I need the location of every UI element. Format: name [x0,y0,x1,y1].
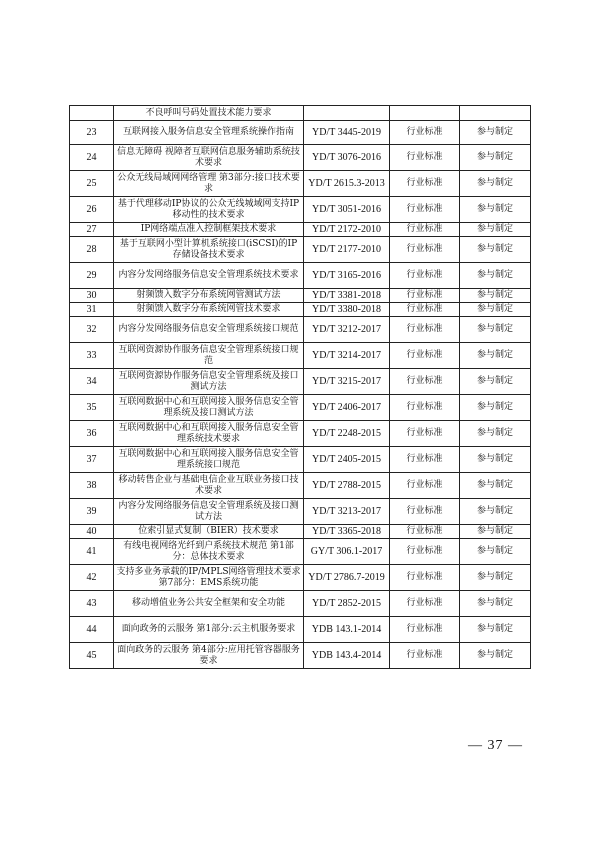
standard-type: 行业标准 [390,197,460,223]
table-row [70,421,531,447]
standard-name: 面向政务的云服务 第1部分:云主机服务要求 [114,617,304,643]
standard-type: 行业标准 [390,617,460,643]
standard-name: 互联网资源协作服务信息安全管理系统及接口测试方法 [114,369,304,395]
standard-type: 行业标准 [390,525,460,539]
standard-type: 行业标准 [390,539,460,565]
standard-code: YD/T 3381-2018 [304,289,390,303]
standard-code: YDB 143.4-2014 [304,643,390,669]
standard-type: 行业标准 [390,395,460,421]
participation-role: 参与制定 [460,237,531,263]
row-number: 26 [70,197,114,223]
standard-type: 行业标准 [390,499,460,525]
standard-name: 内容分发网络服务信息安全管理系统接口规范 [114,317,304,343]
row-number: 37 [70,447,114,473]
standard-name: 互联网资源协作服务信息安全管理系统接口规范 [114,343,304,369]
standard-name: 移动增值业务公共安全框架和安全功能 [114,591,304,617]
participation-role: 参与制定 [460,121,531,145]
standards-table [69,105,531,669]
standard-type [390,106,460,121]
row-number: 45 [70,643,114,669]
standard-code: YD/T 3212-2017 [304,317,390,343]
table-row [70,473,531,499]
standard-type: 行业标准 [390,289,460,303]
table-row [70,289,531,303]
standard-type: 行业标准 [390,121,460,145]
row-number [70,106,114,121]
standard-code [304,106,390,121]
standard-code: YD/T 2406-2017 [304,395,390,421]
standard-name: 内容分发网络服务信息安全管理系统及接口测试方法 [114,499,304,525]
standard-type: 行业标准 [390,473,460,499]
standard-name: 互联网接入服务信息安全管理系统操作指南 [114,121,304,145]
row-number: 39 [70,499,114,525]
table-row [70,145,531,171]
table-row [70,395,531,421]
standard-name: 位索引显式复制（BIER）技术要求 [114,525,304,539]
participation-role: 参与制定 [460,171,531,197]
participation-role: 参与制定 [460,197,531,223]
row-number: 40 [70,525,114,539]
standard-type: 行业标准 [390,171,460,197]
standard-type: 行业标准 [390,263,460,289]
standard-type: 行业标准 [390,643,460,669]
standard-code: YD/T 2405-2015 [304,447,390,473]
participation-role: 参与制定 [460,317,531,343]
participation-role: 参与制定 [460,525,531,539]
standard-code: YD/T 3076-2016 [304,145,390,171]
row-number: 29 [70,263,114,289]
standard-name: 移动转售企业与基础电信企业互联业务接口技术要求 [114,473,304,499]
participation-role: 参与制定 [460,303,531,317]
participation-role: 参与制定 [460,369,531,395]
participation-role: 参与制定 [460,421,531,447]
standard-type: 行业标准 [390,343,460,369]
row-number: 23 [70,121,114,145]
table-row [70,121,531,145]
standard-code: YD/T 3380-2018 [304,303,390,317]
row-number: 31 [70,303,114,317]
participation-role: 参与制定 [460,643,531,669]
standard-code: YD/T 3215-2017 [304,369,390,395]
standard-code: YD/T 3051-2016 [304,197,390,223]
standard-type: 行业标准 [390,447,460,473]
standard-name: 互联网数据中心和互联网接入服务信息安全管理系统及接口测试方法 [114,395,304,421]
standard-type: 行业标准 [390,145,460,171]
table-row [70,303,531,317]
standard-type: 行业标准 [390,565,460,591]
participation-role: 参与制定 [460,565,531,591]
standard-code: YD/T 2615.3-2013 [304,171,390,197]
participation-role: 参与制定 [460,499,531,525]
standard-code: YD/T 2786.7-2019 [304,565,390,591]
table-row [70,106,531,121]
standard-code: YDB 143.1-2014 [304,617,390,643]
standard-name: 不良呼叫号码处置技术能力要求 [114,106,304,121]
row-number: 43 [70,591,114,617]
standard-type: 行业标准 [390,317,460,343]
standard-code: YD/T 3365-2018 [304,525,390,539]
row-number: 32 [70,317,114,343]
standard-name: 基于互联网小型计算机系统接口(iSCSI)的IP存储设备技术要求 [114,237,304,263]
row-number: 33 [70,343,114,369]
standard-name: 互联网数据中心和互联网接入服务信息安全管理系统接口规范 [114,447,304,473]
table-row [70,369,531,395]
standard-name: 公众无线局域网网络管理 第3部分:接口技术要求 [114,171,304,197]
row-number: 24 [70,145,114,171]
row-number: 41 [70,539,114,565]
standard-code: YD/T 2852-2015 [304,591,390,617]
table-row [70,197,531,223]
participation-role: 参与制定 [460,473,531,499]
standard-code: YD/T 2788-2015 [304,473,390,499]
row-number: 25 [70,171,114,197]
standard-type: 行业标准 [390,303,460,317]
table-row [70,447,531,473]
standard-type: 行业标准 [390,237,460,263]
standard-name: 有线电视网络光纤到户系统技术规范 第1部分：总体技术要求 [114,539,304,565]
standard-name: 面向政务的云服务 第4部分:应用托管容器服务要求 [114,643,304,669]
standard-type: 行业标准 [390,591,460,617]
row-number: 35 [70,395,114,421]
row-number: 44 [70,617,114,643]
row-number: 42 [70,565,114,591]
standard-name: IP网络端点准入控制框架技术要求 [114,223,304,237]
standard-code: YD/T 3445-2019 [304,121,390,145]
standard-code: YD/T 2248-2015 [304,421,390,447]
standard-name: 射频馈入数字分布系统网管技术要求 [114,303,304,317]
standard-name: 射频馈入数字分布系统网管测试方法 [114,289,304,303]
participation-role: 参与制定 [460,591,531,617]
table-row [70,263,531,289]
standard-name: 支持多业务承载的IP/MPLS网络管理技术要求 第7部分：EMS系统功能 [114,565,304,591]
participation-role: 参与制定 [460,447,531,473]
standard-type: 行业标准 [390,223,460,237]
standard-type: 行业标准 [390,421,460,447]
standard-code: YD/T 3214-2017 [304,343,390,369]
standard-code: GY/T 306.1-2017 [304,539,390,565]
standard-code: YD/T 2177-2010 [304,237,390,263]
row-number: 27 [70,223,114,237]
standard-name: 基于代理移动IP协议的公众无线城域网支持IP移动性的技术要求 [114,197,304,223]
participation-role: 参与制定 [460,263,531,289]
table-row [70,343,531,369]
table-row [70,499,531,525]
table-row [70,539,531,565]
participation-role [460,106,531,121]
row-number: 34 [70,369,114,395]
row-number: 28 [70,237,114,263]
standard-code: YD/T 2172-2010 [304,223,390,237]
table-row [70,223,531,237]
participation-role: 参与制定 [460,223,531,237]
participation-role: 参与制定 [460,343,531,369]
table-row [70,237,531,263]
table-row [70,591,531,617]
standard-name: 互联网数据中心和互联网接入服务信息安全管理系统技术要求 [114,421,304,447]
table-row [70,617,531,643]
table-row [70,171,531,197]
participation-role: 参与制定 [460,617,531,643]
standard-code: YD/T 3165-2016 [304,263,390,289]
table-row [70,643,531,669]
standards-table-body [70,106,531,669]
table-row [70,317,531,343]
row-number: 30 [70,289,114,303]
standard-type: 行业标准 [390,369,460,395]
row-number: 36 [70,421,114,447]
participation-role: 参与制定 [460,289,531,303]
standard-code: YD/T 3213-2017 [304,499,390,525]
standard-name: 信息无障碍 视障者互联网信息服务辅助系统技术要求 [114,145,304,171]
participation-role: 参与制定 [460,539,531,565]
participation-role: 参与制定 [460,395,531,421]
participation-role: 参与制定 [460,145,531,171]
page-number: — 37 — [468,738,523,753]
table-row [70,565,531,591]
table-row [70,525,531,539]
standard-name: 内容分发网络服务信息安全管理系统技术要求 [114,263,304,289]
row-number: 38 [70,473,114,499]
